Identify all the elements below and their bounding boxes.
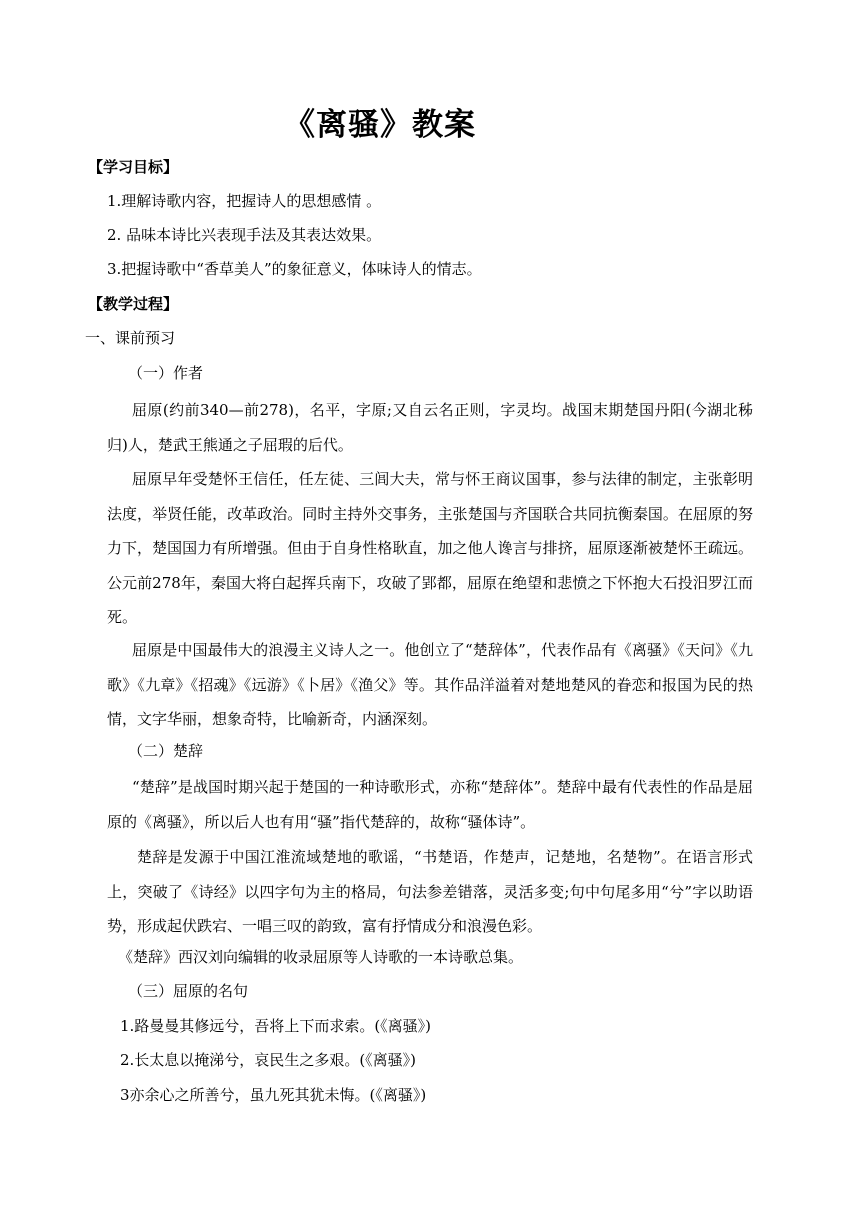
author-paragraph-intro: 屈原(约前340—前278)，名平，字原;又自云名正则，字灵均。战国末期楚国丹阳(今湖北秭归)人，楚武王熊通之子屈瑕的后代。: [107, 401, 753, 454]
learning-goal-item: 1.理解诗歌内容，把握诗人的思想感情 。: [107, 192, 382, 210]
chuci-heading: （二）楚辞: [128, 742, 204, 760]
quotes-heading: （三）屈原的名句: [128, 982, 249, 1000]
quote-item: 2.长太息以掩涕兮，哀民生之多艰。(《离骚》): [120, 1051, 417, 1069]
preview-heading: 一、课前预习: [85, 329, 176, 347]
learning-goal-item: 3.把握诗歌中“香草美人”的象征意义，体味诗人的情志。: [107, 260, 482, 278]
quote-item: 1.路曼曼其修远兮，吾将上下而求索。(《离骚》): [120, 1017, 432, 1035]
quote-item: 3亦余心之所善兮，虽九死其犹未悔。(《离骚》): [120, 1086, 427, 1104]
chuci-paragraph-definition: “楚辞”是战国时期兴起于楚国的一种诗歌形式，亦称“楚辞体”。楚辞中最有代表性的作品是屈原的《离骚》，所以后人也有用“骚”指代楚辞的，故称“骚体诗”。: [107, 778, 753, 831]
author-heading: （一）作者: [128, 364, 204, 382]
document-title: 《离骚》教案: [284, 107, 476, 143]
teaching-process-heading: 【教学过程】: [88, 295, 179, 313]
chuci-paragraph-collection: 《楚辞》西汉刘向编辑的收录屈原等人诗歌的一本诗歌总集。: [118, 948, 524, 966]
learning-goal-item: 2. 品味本诗比兴表现手法及其表达效果。: [107, 226, 382, 244]
author-paragraph-works: 屈原是中国最伟大的浪漫主义诗人之一。他创立了“楚辞体”，代表作品有《离骚》《天问》《九歌》《九章》《招魂》《远游》《卜居》《渔父》等。其作品洋溢着对楚地楚风的眷恋和报国为民的热情，文字华丽，想象奇特，比喻新奇，内涵深刻。: [107, 641, 753, 728]
chuci-paragraph-origin: 楚辞是发源于中国江淮流域楚地的歌谣，“书楚语，作楚声，记楚地，名楚物”。在语言形式上，突破了《诗经》以四字句为主的格局，句法参差错落，灵活多变;句中句尾多用“兮”字以助语势，形成起伏跌宕、一唱三叹的韵致，富有抒情成分和浪漫色彩。: [107, 848, 753, 935]
learning-goals-heading: 【学习目标】: [88, 158, 179, 176]
author-paragraph-career: 屈原早年受楚怀王信任，任左徒、三闾大夫，常与怀王商议国事，参与法律的制定，主张彰明法度，举贤任能，改革政治。同时主持外交事务，主张楚国与齐国联合共同抗衡秦国。在屈原的努力下，楚国国力有所增强。但由于自身性格耿直，加之他人谗言与排挤，屈原逐渐被楚怀王疏远。公元前278年，秦国大将白起挥兵南下，攻破了郢都，屈原在绝望和悲愤之下怀抱大石投汨罗江而死。: [107, 470, 753, 626]
